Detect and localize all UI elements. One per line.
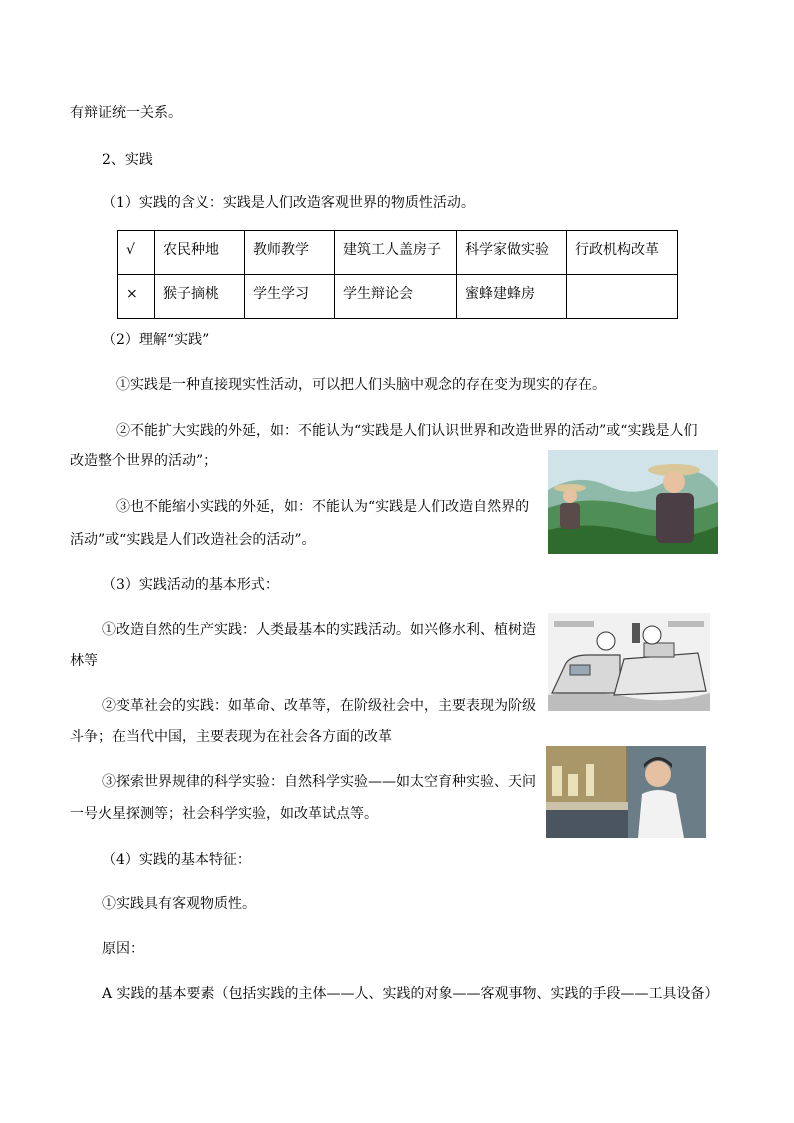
paragraph-line: ②变革社会的实践：如革命、改革等，在阶级社会中，主要表现为阶级: [102, 698, 536, 714]
train-ship-cartoon: [548, 613, 710, 711]
paragraph-line: 改造整个世界的活动”；: [70, 453, 218, 469]
paragraph-line: ①实践具有客观物质性。: [102, 896, 256, 912]
paragraph-line: A 实践的基本要素（包括实践的主体——人、实践的对象——客观事物、实践的手段——工具设备）: [102, 986, 719, 1002]
table-cell: ×: [118, 275, 155, 319]
table-cell: 科学家做实验: [457, 231, 567, 275]
subheading: （1）实践的含义：实践是人们改造客观世界的物质性活动。: [102, 195, 475, 211]
paragraph-line: 原因：: [102, 941, 144, 957]
table-cell: 农民种地: [155, 231, 245, 275]
table-cell: 学生学习: [245, 275, 335, 319]
paragraph-line: ①实践是一种直接现实性活动，可以把人们头脑中观念的存在变为现实的存在。: [116, 377, 606, 393]
paragraph-line: 活动”或“实践是人们改造社会的活动”。: [70, 532, 316, 548]
paragraph-line: 一号火星探测等；社会科学实验，如改革试点等。: [70, 806, 378, 822]
tea-farmers-photo: [548, 450, 718, 554]
table-cell: [567, 275, 678, 319]
subheading: （3）实践活动的基本形式：: [102, 577, 279, 593]
table-row: [118, 275, 678, 319]
table-cell: √: [118, 231, 155, 275]
table-cell: 教师教学: [245, 231, 335, 275]
paragraph-line: ①改造自然的生产实践：人类最基本的实践活动。如兴修水利、植树造: [102, 622, 536, 638]
subheading: （2）理解“实践”: [102, 332, 210, 348]
scientist-lab-photo: [546, 746, 706, 838]
paragraph-line: ③也不能缩小实践的外延，如：不能认为“实践是人们改造自然界的: [116, 499, 530, 515]
table-cell: 猴子摘桃: [155, 275, 245, 319]
table-cell: 行政机构改革: [567, 231, 678, 275]
paragraph-line: 林等: [70, 653, 98, 669]
subheading: （4）实践的基本特征：: [102, 852, 251, 868]
section-heading: 2、实践: [102, 152, 153, 168]
paragraph-line: ③探索世界规律的科学实验：自然科学实验——如太空育种实验、天问: [102, 774, 536, 790]
table-row: [118, 231, 678, 275]
examples-table: [117, 230, 678, 319]
table-cell: 蜜蜂建蜂房: [457, 275, 567, 319]
table-cell: 建筑工人盖房子: [335, 231, 457, 275]
paragraph-line: 有辩证统一关系。: [70, 105, 182, 121]
table-cell: 学生辩论会: [335, 275, 457, 319]
paragraph-line: 斗争；在当代中国，主要表现为在社会各方面的改革: [70, 729, 392, 745]
paragraph-line: ②不能扩大实践的外延，如：不能认为“实践是人们认识世界和改造世界的活动”或“实践是人们: [116, 423, 698, 439]
